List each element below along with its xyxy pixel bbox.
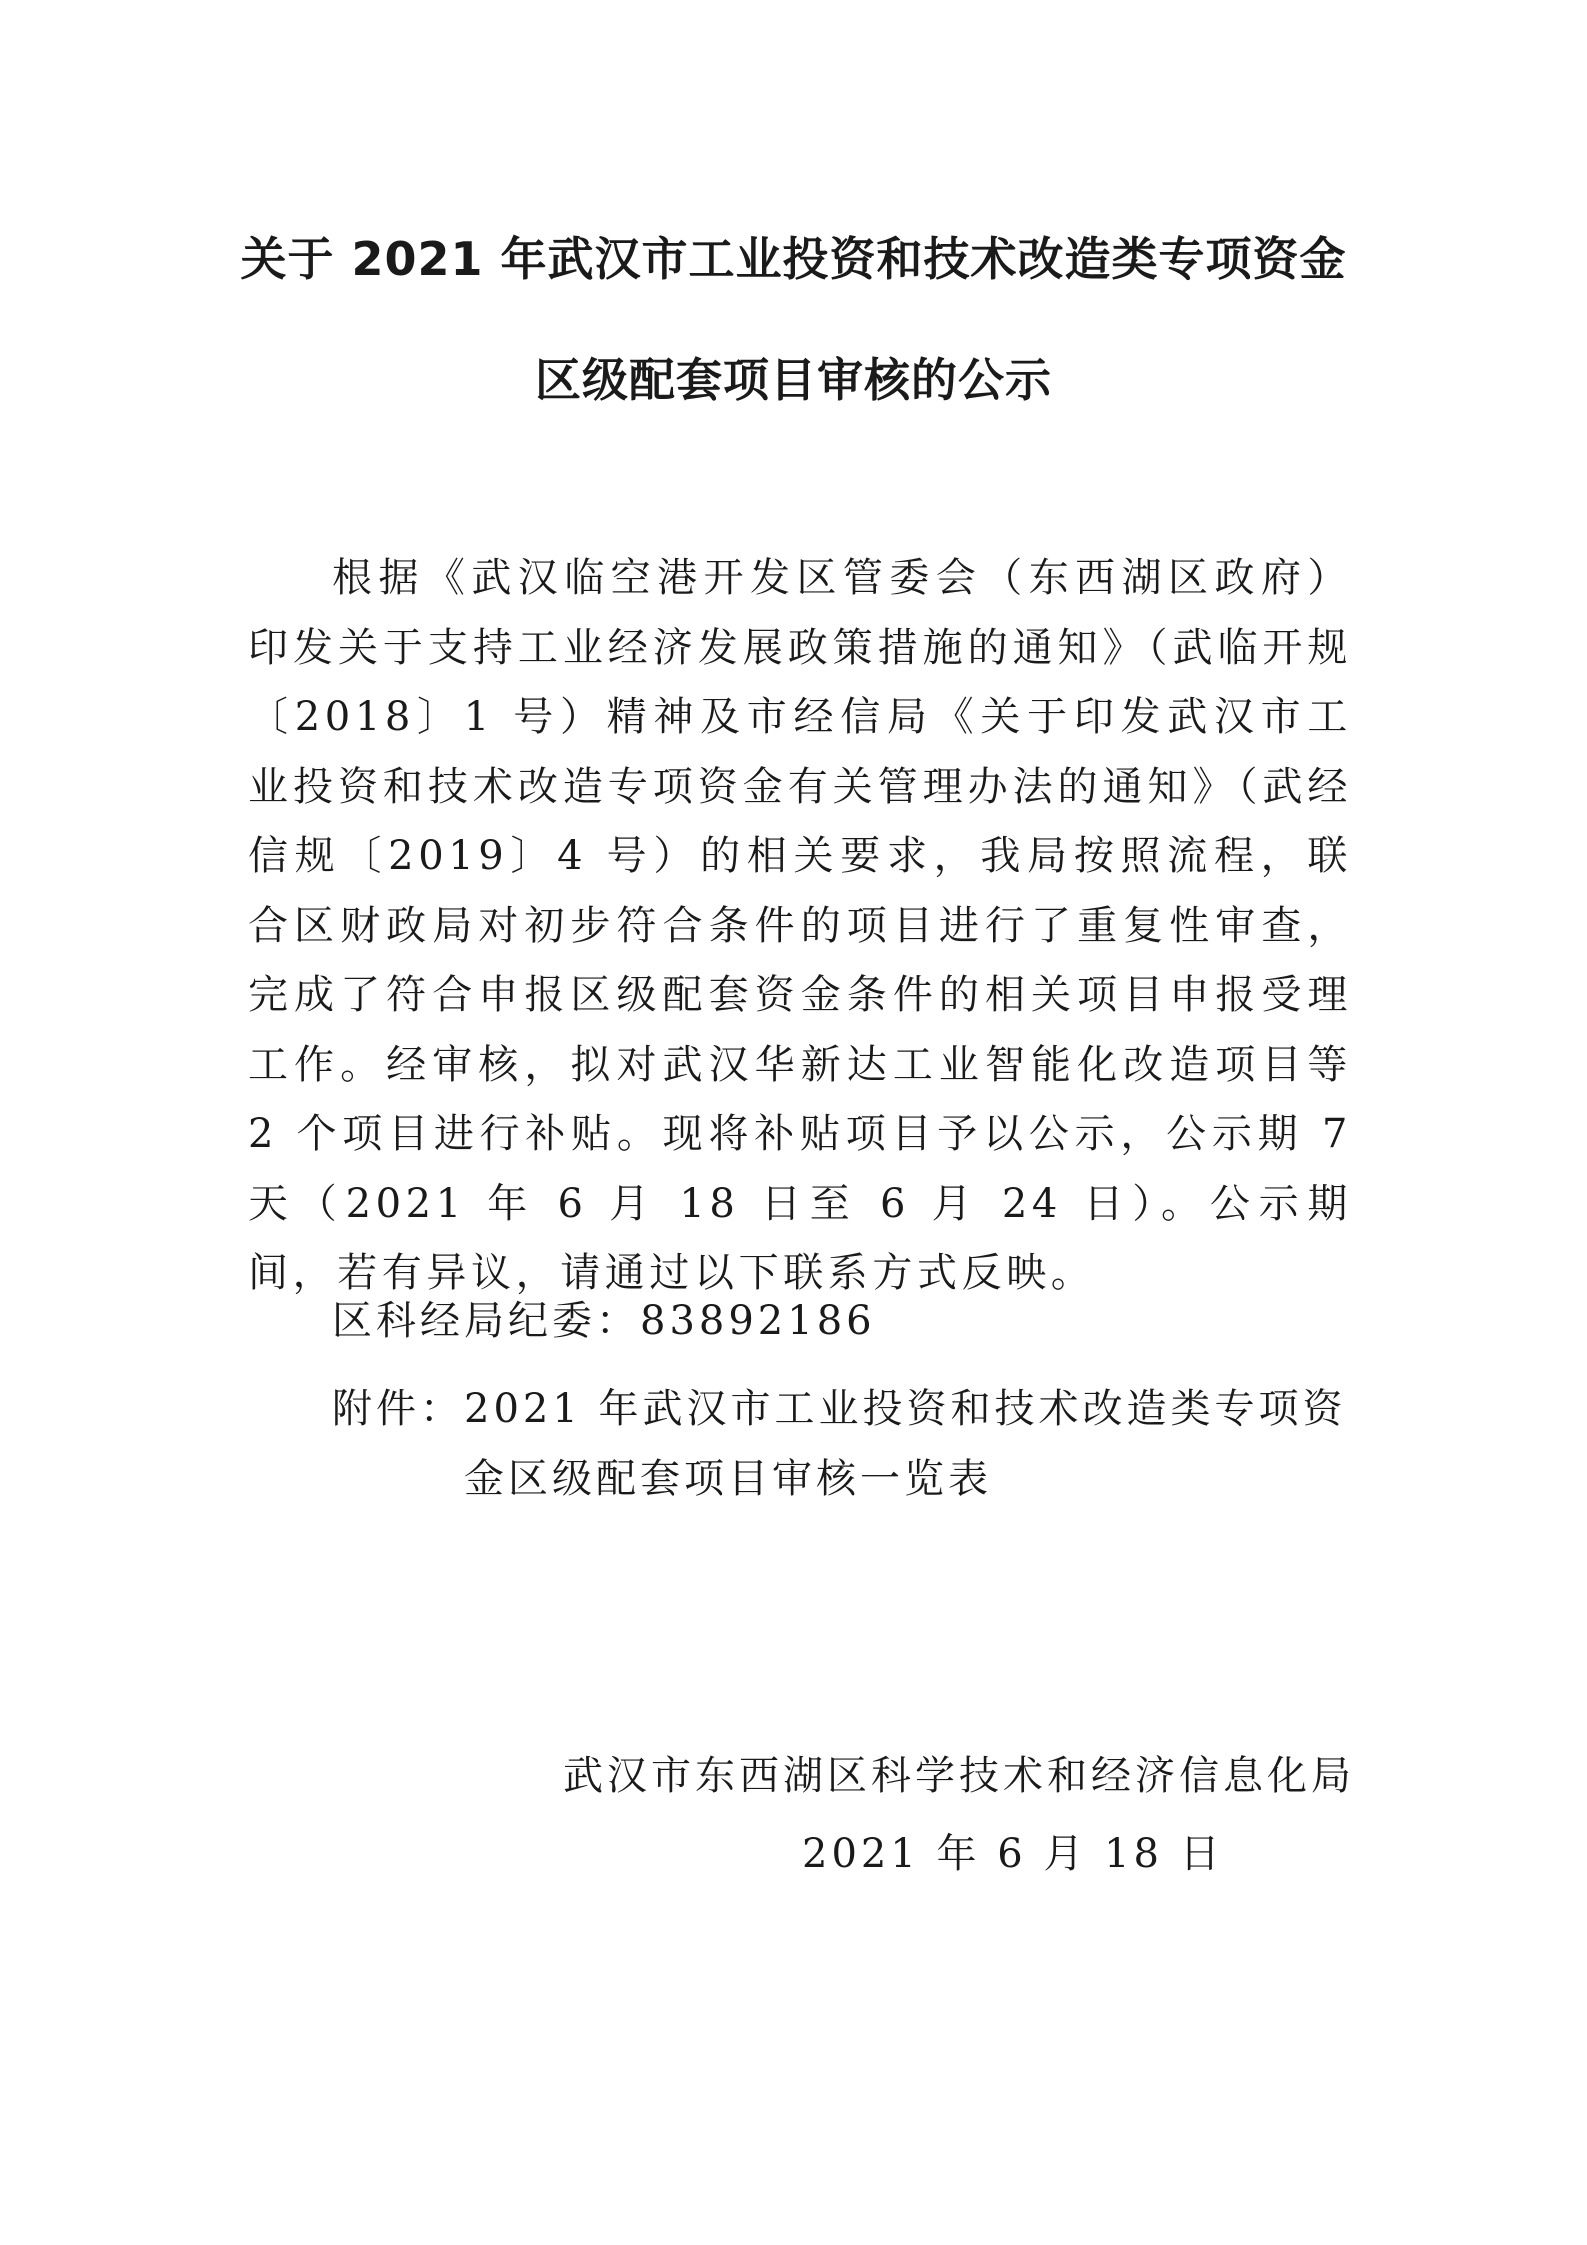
- attachment-title: 2021 年武汉市工业投资和技术改造类专项资金区级配套项目审核一览表: [464, 1386, 1347, 1502]
- issue-date: 2021 年 6 月 18 日: [802, 1831, 1224, 1877]
- document-title-line-1: 关于 2021 年武汉市工业投资和技术改造类专项资金: [240, 232, 1347, 286]
- issuer-signature: 武汉市东西湖区科学技术和经济信息化局: [563, 1753, 1355, 1799]
- attachment-block: [332, 1375, 1356, 1514]
- attachment-label: 附件：: [332, 1386, 464, 1432]
- body-paragraph: 根据《武汉临空港开发区管委会（东西湖区政府）印发关于支持工业经济发展政策措施的通知》（武临开规〔2018〕1 号）精神及市经信局《关于印发武汉市工业投资和技术改造专项资金有关管理办法的通知》（武经信规〔2019〕4 号）的相关要求，我局按照流程，联合区财政局对初步符合条件的项目进行了重复性审查，完成了符合申报区级配套资金条件的相关项目申报受理工作。经审核，拟对武汉华新达工业智能化改造项目等 2 个项目进行补贴。现将补贴项目予以公示，公示期 7 天（2021 年 6 月 18 日至 6 月 24 日）。公示期间，若有异议，请通过以下联系方式反映。: [248, 555, 1352, 1296]
- contact-line: 区科经局纪委：83892186: [332, 1298, 876, 1344]
- document-title-line-2: 区级配套项目审核的公示: [535, 353, 1052, 407]
